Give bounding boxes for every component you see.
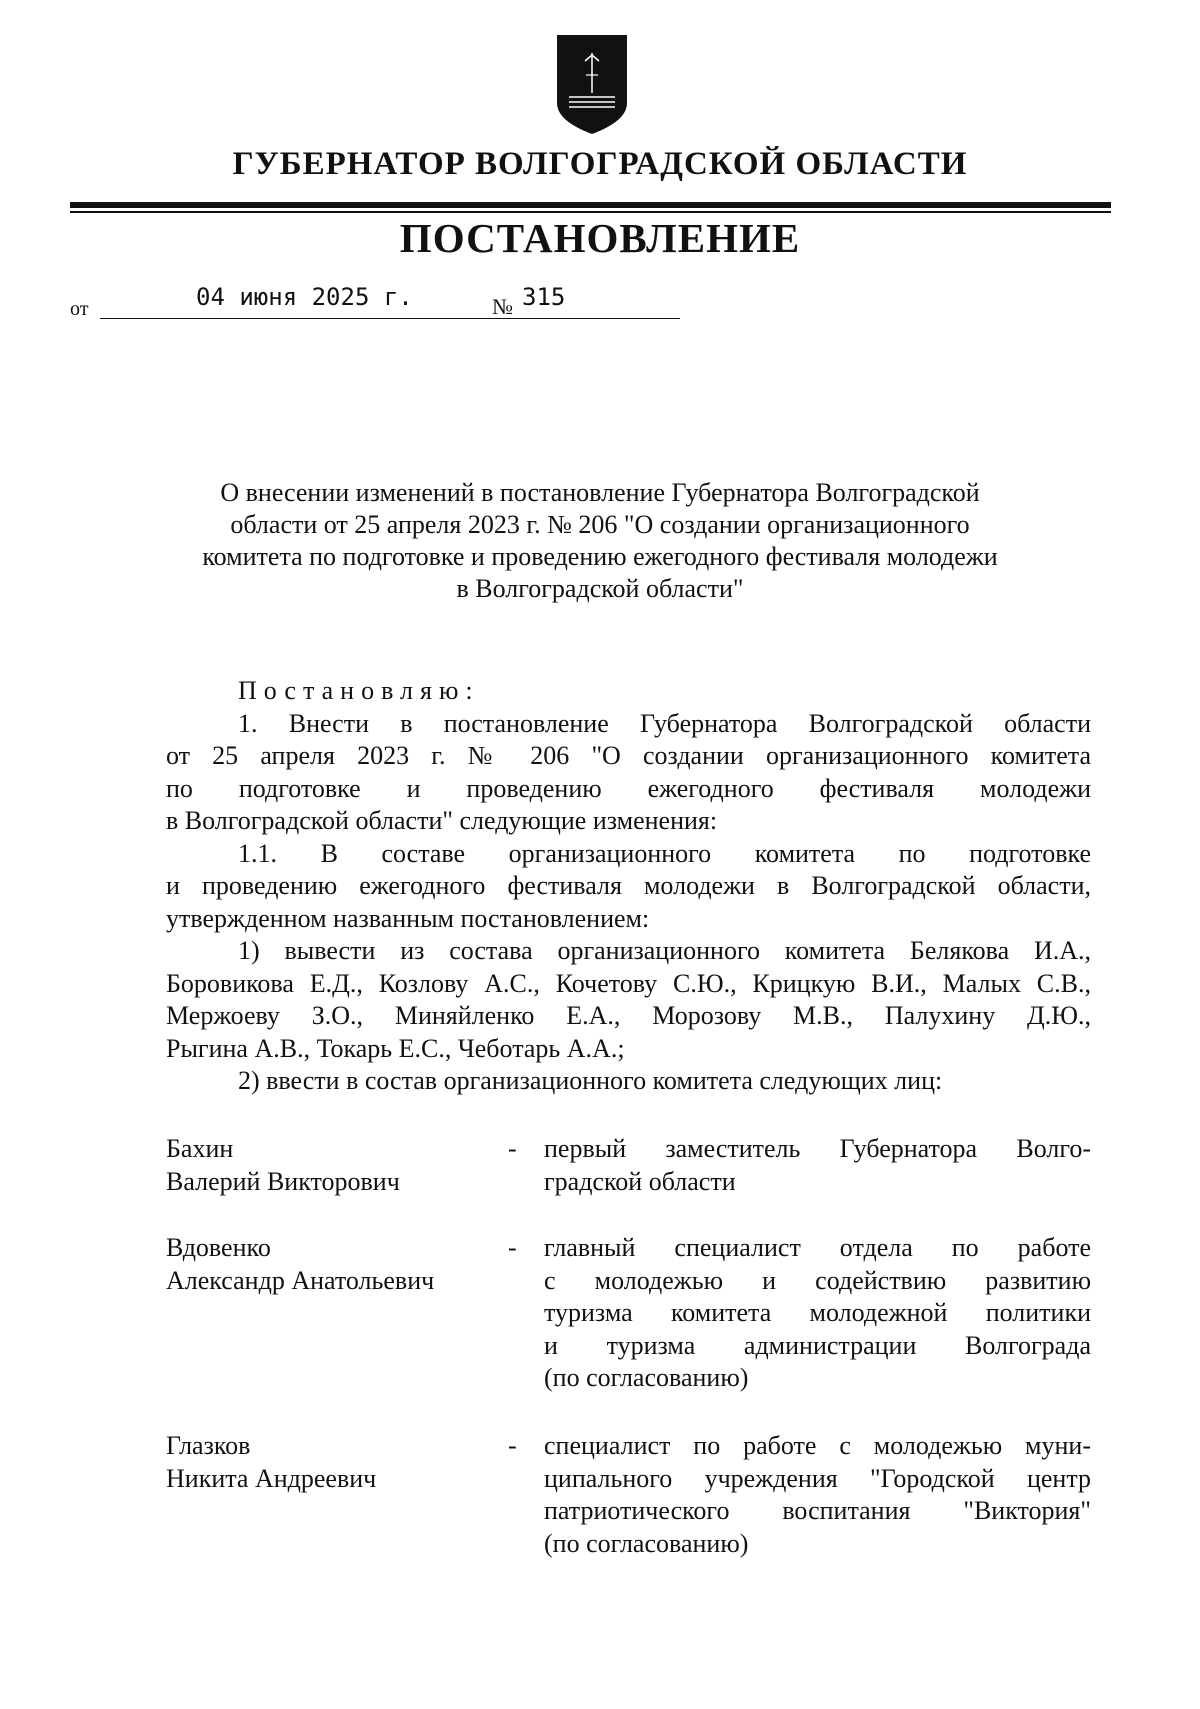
subject-line: комитета по подготовке и проведению ежегодного фестиваля молодежи [202, 542, 998, 571]
member-entry [166, 1430, 1091, 1590]
date-number-line [70, 280, 690, 320]
member-surname: Глазков [166, 1431, 251, 1460]
paragraph-line: в Волгоградской области" следующие изменения: [166, 806, 718, 835]
member-role-line: первый заместитель Губернатора Волго- [544, 1134, 1091, 1163]
paragraph-line: утвержденном названным постановлением: [166, 903, 650, 933]
member-role-line: градской области [544, 1166, 736, 1196]
member-role-line: и туризма администрации Волгограда [544, 1330, 1091, 1360]
paragraph-line: от 25 апреля 2023 г. № 206 "О создании организационного комитета [166, 741, 1091, 770]
document-date: 04 июня 2025 г. [196, 283, 413, 311]
member-role-line: с молодежью и содействию развитию [544, 1265, 1091, 1295]
member-role-line: (по согласованию) [544, 1363, 749, 1392]
member-role-line: туризма комитета молодежной политики [544, 1298, 1091, 1327]
member-entry [166, 1232, 1091, 1392]
member-name [166, 1133, 496, 1198]
paragraph-line: 1. Внести в постановление Губернатора Волгоградской области [238, 708, 1091, 738]
member-dash: - [508, 1233, 517, 1262]
number-label: № [492, 294, 513, 319]
issuer-title: ГУБЕРНАТОР ВОЛГОГРАДСКОЙ ОБЛАСТИ [232, 146, 968, 182]
subject-line: в Волгоградской области" [456, 574, 744, 603]
document-number: 315 [522, 283, 566, 311]
date-field [100, 280, 549, 319]
header-rule-thin [70, 211, 1111, 213]
paragraph-line: Мержоеву З.О., Миняйленко Е.А., Морозову М.В., Палухину Д.Ю., [166, 1001, 1091, 1030]
member-name [166, 1232, 496, 1297]
number-field [522, 280, 680, 319]
coat-of-arms-emblem [555, 35, 629, 135]
member-role [544, 1430, 1091, 1560]
paragraph-line: 1.1. В составе организационного комитета по подготовке [238, 838, 1091, 868]
member-role-line: ципального учреждения "Городской центр [544, 1463, 1091, 1493]
member-role-line: главный специалист отдела по работе [544, 1233, 1091, 1262]
member-role-line: (по согласованию) [544, 1528, 749, 1558]
member-given-names: Никита Андреевич [166, 1463, 377, 1493]
member-given-names: Валерий Викторович [166, 1166, 400, 1196]
member-role [544, 1133, 1091, 1198]
member-surname: Бахин [166, 1134, 234, 1163]
paragraph-line: Боровикова Е.Д., Козлову А.С., Кочетову С.Ю., Крицкую В.И., Малых С.В., [166, 968, 1091, 998]
subject-line: области от 25 апреля 2023 г. № 206 "О создании организационного [230, 510, 970, 539]
header-rule-thick [70, 202, 1111, 208]
resolve-word: Постановляю: [238, 676, 480, 705]
paragraph-line: 1) вывести из состава организационного комитета Белякова И.А., [238, 936, 1091, 965]
paragraph-line: Рыгина А.В., Токарь Е.С., Чеботарь А.А.; [166, 1033, 625, 1063]
paragraph-line: 2) ввести в состав организационного комитета следующих лиц: [238, 1066, 943, 1095]
member-surname: Вдовенко [166, 1233, 271, 1262]
member-given-names: Александр Анатольевич [166, 1265, 435, 1295]
member-role-line: патриотического воспитания "Виктория" [544, 1496, 1091, 1525]
from-label: от [70, 298, 89, 320]
member-role [544, 1232, 1091, 1395]
member-dash: - [508, 1134, 517, 1163]
member-name [166, 1430, 496, 1495]
document-type: ПОСТАНОВЛЕНИЕ [399, 215, 801, 261]
document-body [166, 675, 1091, 1098]
paragraph-line: и проведению ежегодного фестиваля молодежи в Волгоградской области, [166, 871, 1091, 900]
document-subject [150, 477, 1050, 605]
paragraph-line: по подготовке и проведению ежегодного фестиваля молодежи [166, 773, 1091, 803]
subject-line: О внесении изменений в постановление Губернатора Волгоградской [220, 478, 980, 507]
member-dash: - [508, 1431, 517, 1460]
member-role-line: специалист по работе с молодежью муни- [544, 1431, 1091, 1460]
